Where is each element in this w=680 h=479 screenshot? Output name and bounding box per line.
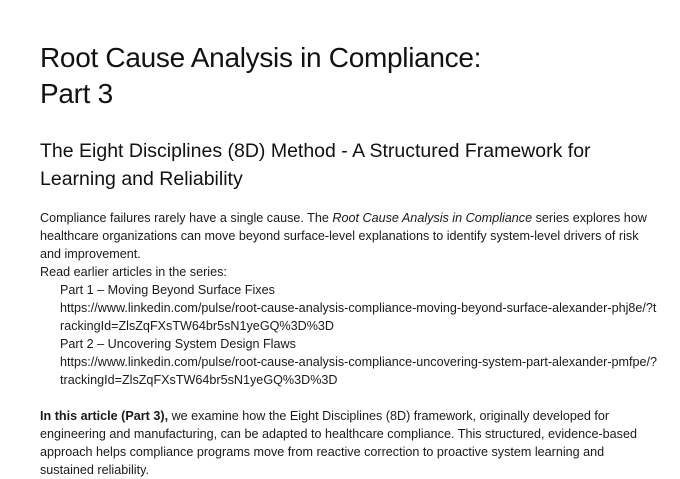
article-body xyxy=(40,209,660,479)
series-name: Root Cause Analysis in Compliance xyxy=(332,211,533,225)
earlier-articles-list xyxy=(40,281,660,389)
intro-text-before: Compliance failures rarely have a single cause. The xyxy=(40,211,333,225)
article-item-part-2 xyxy=(60,335,660,389)
title-line-2: Part 3 xyxy=(40,78,113,109)
article-label: Part 2 – Uncovering System Design Flaws xyxy=(60,337,296,351)
article-subtitle: The Eight Disciplines (8D) Method - A Structured Framework for Learning and Reliability xyxy=(40,140,591,190)
title-line-1: Root Cause Analysis in Compliance: xyxy=(40,42,482,73)
closing-lead: In this article (Part 3), xyxy=(40,409,169,423)
intro-paragraph xyxy=(40,209,660,263)
read-earlier-label: Read earlier articles in the series: xyxy=(40,265,227,279)
article-title xyxy=(40,40,640,112)
closing-paragraph xyxy=(40,407,660,479)
article-link[interactable]: https://www.linkedin.com/pulse/root-cause-analysis-compliance-uncovering-system-part-alexander-pmfpe/?trackingId=ZlsZqFXsTW64br5sN1yeGQ%3D%3D xyxy=(60,355,658,387)
article-item-part-1 xyxy=(60,281,660,335)
intro-text-after: series explores how healthcare organizations can move beyond surface-level explanations to identify system-level drivers of risk and improvement. xyxy=(40,211,647,261)
closing-text: we examine how the Eight Disciplines (8D) framework, originally developed for engineering and manufacturing, can be adapted to healthcare compliance. This structured, evidence-based approach helps compliance programs move from reactive correction to proactive system learning and sustained reliability. xyxy=(40,409,637,477)
paragraph-spacer xyxy=(40,389,660,407)
article-link[interactable]: https://www.linkedin.com/pulse/root-cause-analysis-compliance-moving-beyond-surface-alexander-phj8e/?trackingId=ZlsZqFXsTW64br5sN1yeGQ%3D%3D xyxy=(60,301,657,333)
article-label: Part 1 – Moving Beyond Surface Fixes xyxy=(60,283,275,297)
